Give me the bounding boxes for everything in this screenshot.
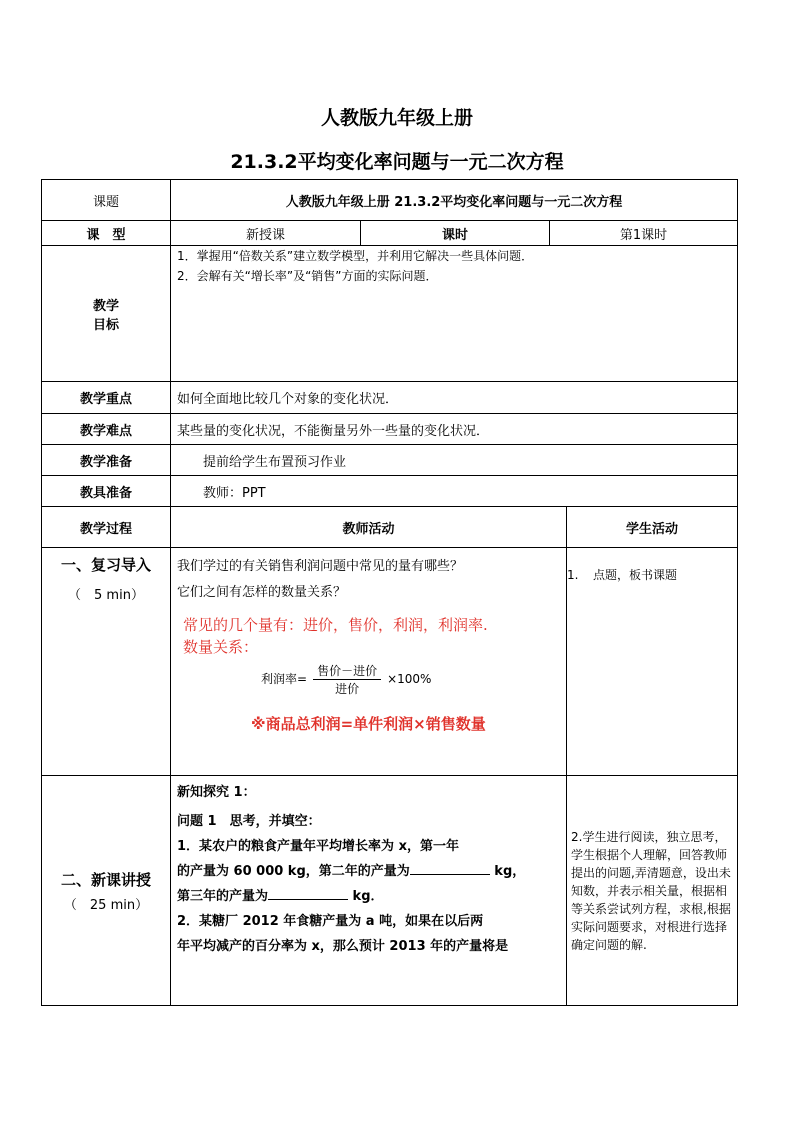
student-header: 学生活动 <box>567 507 738 548</box>
review-student-cell <box>567 548 738 776</box>
newlesson-explore: 新知探究 1： <box>177 785 256 800</box>
review-stage: 一、复习导入 <box>60 556 151 574</box>
objectives-cell <box>171 246 738 382</box>
p1-line2-unit: kg， <box>494 864 526 879</box>
formula-rhs: ×100% <box>387 672 432 686</box>
key-label: 教学重点 <box>42 382 171 414</box>
teacher-header: 教师活动 <box>171 507 567 548</box>
formula-lhs: 利润率= <box>261 672 308 686</box>
difficult-value: 某些量的变化状况，不能衡量另外一些量的变化状况． <box>171 414 738 445</box>
newlesson-p2-line2: 年平均减产的百分率为 x，那么预计 2013 年的产量将是 <box>177 939 509 954</box>
review-student-number: 1. <box>567 568 579 582</box>
newlesson-p1-line2 <box>177 859 566 884</box>
review-red-relation: 数量关系： <box>183 638 259 656</box>
newlesson-stage: 二、新课讲授 <box>60 870 151 889</box>
newlesson-teacher-cell <box>171 776 567 1006</box>
tools-value: 教师：PPT <box>171 476 738 507</box>
doc-title-line2: 21.3.2平均变化率问题与一元二次方程 <box>230 151 564 173</box>
formula-fraction <box>313 662 381 697</box>
difficult-label: 教学难点 <box>42 414 171 445</box>
prep-label: 教学准备 <box>42 445 171 476</box>
newlesson-stage-cell <box>42 776 171 1006</box>
key-value: 如何全面地比较几个对象的变化状况． <box>171 382 738 414</box>
objectives-label-line1: 教学 <box>92 298 119 314</box>
topic-value: 人教版九年级上册 21.3.2平均变化率问题与一元二次方程 <box>171 180 738 221</box>
topic-label: 课题 <box>42 180 171 221</box>
objective-item: 1．掌握用“倍数关系”建立数学模型，并利用它解决一些具体问题． <box>177 249 534 263</box>
review-red-quantities: 常见的几个量有：进价，售价，利润，利润率. <box>183 616 488 634</box>
review-red-total-profit: ※商品总利润=单件利润×销售数量 <box>251 715 486 733</box>
review-time: （ 5 min） <box>68 588 144 603</box>
newlesson-p1-line1: 1．某农户的粮食产量年平均增长率为 x，第一年 <box>177 839 459 854</box>
hours-value: 第1课时 <box>550 221 738 246</box>
answer-blank <box>268 886 348 900</box>
review-stage-cell <box>42 548 171 776</box>
p1-line3-unit: kg． <box>352 889 384 904</box>
objectives-label-line2: 目标 <box>92 317 119 333</box>
newlesson-student-activity: 2.学生进行阅读，独立思考，学生根据个人理解，回答教师提出的问题,弄清题意，设出未知数，并表示相关量，根据相等关系尝试列方程，求根,根据实际问题要求，对根进行选择确定问题的解. <box>571 829 731 952</box>
review-teacher-cell <box>171 548 567 776</box>
review-question-1: 我们学过的有关销售利润问题中常见的量有哪些？ <box>177 559 464 574</box>
process-header: 教学过程 <box>42 507 171 548</box>
newlesson-p2-line1: 2．某糖厂 2012 年食糖产量为 a 吨，如果在以后两 <box>177 914 484 929</box>
answer-blank <box>410 861 490 875</box>
formula-numerator: 售价－进价 <box>313 662 381 680</box>
prep-value: 提前给学生布置预习作业 <box>171 445 738 476</box>
formula-denominator: 进价 <box>335 682 360 696</box>
review-question-2: 它们之间有怎样的数量关系？ <box>177 585 347 600</box>
newlesson-student-cell <box>567 776 738 1006</box>
p1-line3-text: 第三年的产量为 <box>177 889 269 904</box>
type-label: 课 型 <box>42 221 171 246</box>
type-value: 新授课 <box>171 221 361 246</box>
lesson-plan-table <box>41 179 738 1006</box>
review-student-activity: 点题，板书课题 <box>593 568 678 582</box>
doc-title-line1: 人教版九年级上册 <box>320 107 473 129</box>
newlesson-time: （ 25 min） <box>63 897 149 913</box>
objectives-label <box>42 246 171 382</box>
tools-label: 教具准备 <box>42 476 171 507</box>
profit-rate-formula <box>177 662 566 697</box>
objective-item: 2．会解有关“增长率”及“销售”方面的实际问题． <box>177 269 438 283</box>
newlesson-p1-line3 <box>177 884 566 909</box>
newlesson-problem: 问题 1 思考，并填空： <box>177 814 321 829</box>
p1-line2-text: 的产量为 60 000 kg，第二年的产量为 <box>177 864 410 879</box>
hours-label: 课时 <box>361 221 550 246</box>
